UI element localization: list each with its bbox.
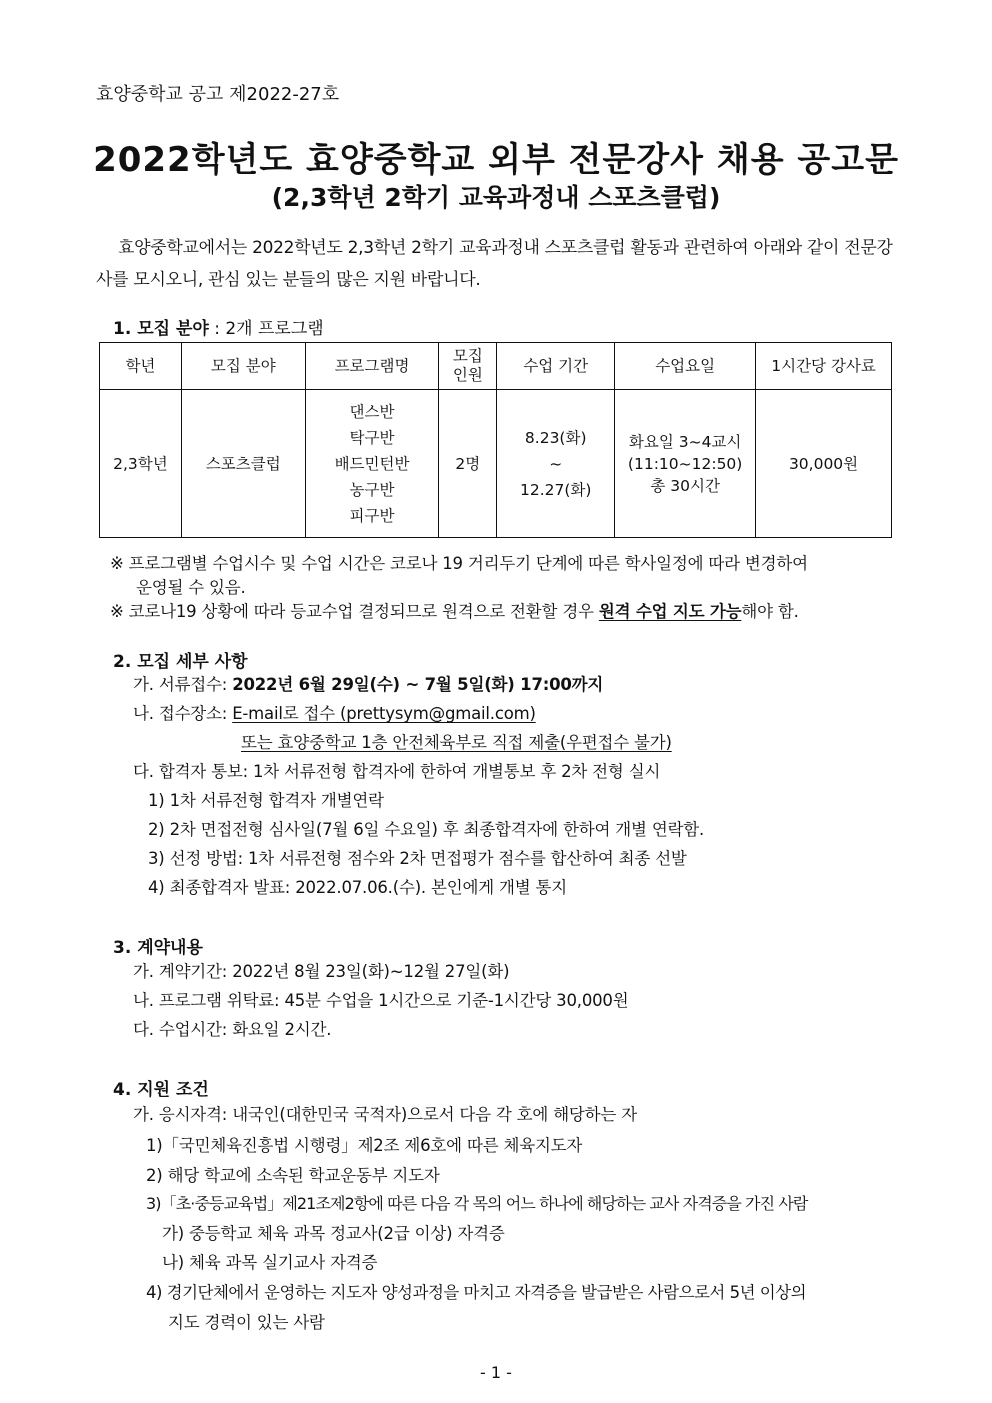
note1-line1: ※ 프로그램별 수업시수 및 수업 시간은 코로나 19 거리두기 단계에 따른 학사일정에 따라 변경하여 [110, 554, 808, 573]
section4-item: 4) 경기단체에서 운영하는 지도자 양성과정을 마치고 자격증을 발급받은 사람으로서 5년 이상의 [146, 1283, 807, 1302]
cell-fee: 30,000원 [756, 390, 892, 538]
cell-day [615, 390, 756, 538]
note2-suffix: 해야 함. [741, 602, 799, 621]
na-label: 나. 접수장소: [133, 704, 233, 723]
cell-period [497, 390, 615, 538]
section2-item: 4) 최종합격자 발표: 2022.07.06.(수). 본인에게 개별 통지 [148, 878, 568, 897]
program-item: 배드민턴반 [334, 454, 410, 473]
section2-ga [133, 671, 603, 695]
header-recruit-line2: 인원 [452, 366, 483, 384]
table-header-cell: 학년 [100, 343, 182, 390]
na-value2: 또는 효양중학교 1층 안전체육부로 직접 제출(우편접수 불가) [241, 733, 672, 752]
section2-item: 1) 1차 서류전형 합격자 개별연락 [148, 791, 384, 810]
notice-number: 효양중학교 공고 제2022-27호 [96, 84, 340, 105]
intro-paragraph: 효양중학교에서는 2022학년도 2,3학년 2학기 교육과정내 스포츠클럽 활동과 관련하여 아래와 같이 전문강사를 모시오니, 관심 있는 분들의 많은 지원 바랍니다. [96, 238, 893, 290]
section4-item: 3)「초·중등교육법」제21조제2항에 따른 다음 각 목의 어느 하나에 해당하는 교사 자격증을 가진 사람 [146, 1194, 808, 1213]
section4-subitem: 가) 중등학교 체육 과목 정교사(2급 이상) 자격증 [162, 1224, 505, 1243]
cell-count: 2명 [439, 390, 497, 538]
section4-item: 1)「국민체육진흥법 시행령」제2조 제6호에 따른 체육지도자 [146, 1136, 583, 1155]
day-line1: 화요일 3~4교시 [628, 432, 742, 451]
header-recruit-line1: 모집 [452, 347, 483, 365]
note2-prefix: ※ 코로나19 상황에 따라 등교수업 결정되므로 원격으로 전환할 경우 [110, 602, 599, 621]
section4-subitem: 나) 체육 과목 실기교사 자격증 [162, 1253, 378, 1272]
table-header-cell: 1시간당 강사료 [756, 343, 892, 390]
cell-grade: 2,3학년 [100, 390, 182, 538]
section1-heading [113, 314, 324, 339]
period-separator: ~ [549, 454, 563, 473]
table-header-cell: 수업요일 [615, 343, 756, 390]
section2-da: 다. 합격자 통보: 1차 서류전형 합격자에 한하여 개별통보 후 2차 전형 실시 [133, 762, 661, 781]
section2-heading: 2. 모집 세부 사항 [113, 652, 248, 672]
section3-item: 나. 프로그램 위탁료: 45분 수업을 1시간으로 기준-1시간당 30,000원 [133, 991, 629, 1010]
table-header-row [100, 343, 892, 390]
table-row [100, 390, 892, 538]
table-header-cell: 모집 분야 [181, 343, 305, 390]
section4-item: 2) 해당 학교에 소속된 학교운동부 지도자 [146, 1166, 440, 1185]
table-header-cell: 프로그램명 [305, 343, 439, 390]
program-item: 탁구반 [349, 428, 395, 447]
day-line2: (11:10~12:50) [627, 454, 743, 473]
cell-programs [305, 390, 439, 538]
section1-heading-suffix: : 2개 프로그램 [208, 319, 324, 339]
period-end: 12.27(화) [520, 480, 592, 499]
page-number: - 1 - [480, 1363, 512, 1382]
program-item: 농구반 [349, 480, 395, 499]
ga-value: 2022년 6월 29일(수) ~ 7월 5일(화) 17:00까지 [232, 675, 604, 694]
section2-item: 2) 2차 면접전형 심사일(7월 6일 수요일) 후 최종합격자에 한하여 개별 연락함. [148, 820, 705, 839]
recruit-table [99, 342, 892, 538]
program-item: 댄스반 [349, 402, 395, 421]
table-header-cell: 수업 기간 [497, 343, 615, 390]
section4-item-cont: 지도 경력이 있는 사람 [168, 1313, 325, 1332]
section2-na [133, 700, 536, 724]
note2 [110, 598, 799, 622]
note2-emphasis: 원격 수업 지도 가능 [598, 602, 742, 621]
period-start: 8.23(화) [524, 428, 587, 447]
day-line3: 총 30시간 [650, 476, 720, 495]
page-subtitle: (2,3학년 2학기 교육과정내 스포츠클럽) [271, 183, 721, 212]
ga-label: 가. 서류접수: [133, 675, 233, 694]
cell-field: 스포츠클럽 [181, 390, 305, 538]
section3-heading: 3. 계약내용 [113, 938, 203, 958]
program-item: 피구반 [349, 506, 395, 525]
section3-item: 다. 수업시간: 화요일 2시간. [133, 1020, 332, 1039]
section3-item: 가. 계약기간: 2022년 8월 23일(화)~12월 27일(화) [133, 962, 510, 981]
section4-heading: 4. 지원 조건 [113, 1080, 209, 1100]
section2-item: 3) 선정 방법: 1차 서류전형 점수와 2차 면접평가 점수를 합산하여 최종 선발 [148, 849, 687, 868]
note1-line2: 운영될 수 있음. [136, 578, 246, 597]
section1-heading-label: 1. 모집 분야 [113, 319, 209, 339]
table-header-cell [439, 343, 497, 390]
section4-ga: 가. 응시자격: 내국인(대한민국 국적자)으로서 다음 각 호에 해당하는 자 [133, 1105, 637, 1124]
page-title: 2022학년도 효양중학교 외부 전문강사 채용 공고문 [93, 140, 899, 180]
na-value: E-mail로 접수 (prettysym@gmail.com) [232, 704, 536, 723]
